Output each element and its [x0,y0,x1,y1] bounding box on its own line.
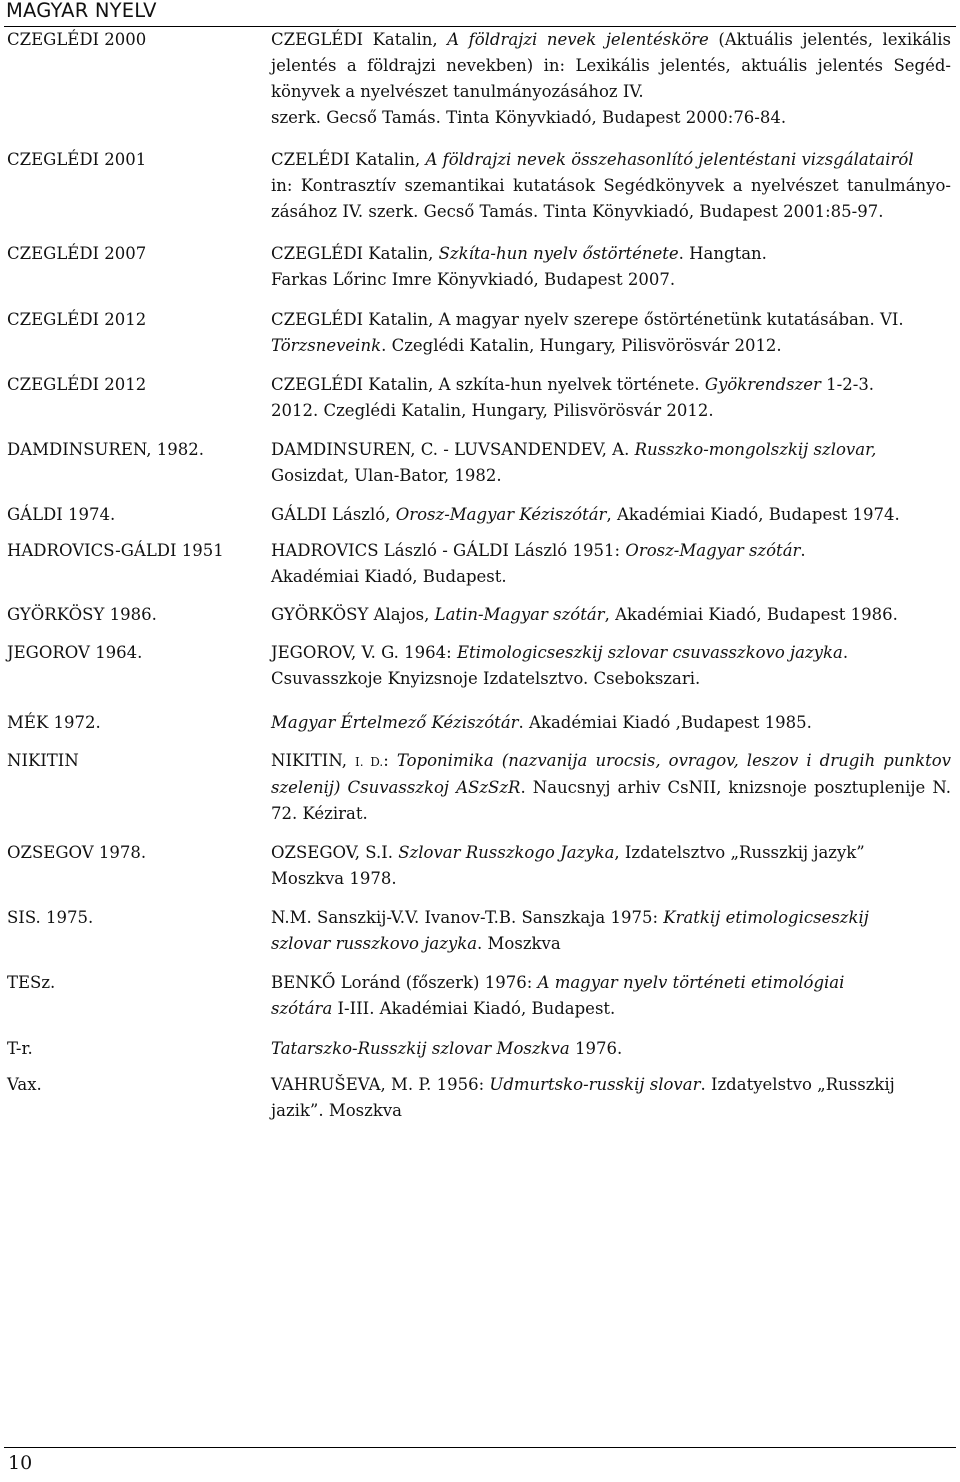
reference-line [271,267,951,293]
entry-reference [271,602,951,628]
text-run: 2012. Czeglédi Katalin, Hungary, Pilisvörösvár 2012. [271,401,714,420]
entry-reference [271,1036,951,1062]
entry-abbreviation: CZEGLÉDI 2001 [7,150,147,169]
reference-line [271,502,951,528]
text-run: . Moszkva [477,934,561,953]
text-run: GÁLDI László, [271,505,396,524]
reference-line [271,996,951,1022]
reference-line [271,437,951,463]
reference-line [271,241,951,267]
reference-line [271,801,951,827]
reference-line [271,307,951,333]
entry-abbreviation: HADROVICS-GÁLDI 1951 [7,541,224,560]
reference-line [271,27,951,53]
reference-line [271,173,951,199]
text-run: . Naucsnyj arhiv CsNII, knizsnoje posztuplenije N. [520,778,951,797]
reference-line [271,970,951,996]
text-run: jazik”. Moszkva [271,1101,402,1120]
text-run: DAMDINSUREN, C. - LUVSANDENDEV, A. [271,440,635,459]
reference-line [271,748,951,775]
entry-reference [271,970,951,1022]
reference-line [271,1072,951,1098]
reference-line [271,1098,951,1124]
entry-reference [271,27,951,131]
italic-title: A földrajzi nevek összehasonlító jelentéstani vizsgálatairól [425,150,914,169]
entry-reference [271,640,951,692]
italic-title: Szlovar Russzkogo Jazyka [398,843,615,862]
entry-reference [271,538,951,590]
entry-reference [271,840,951,892]
page-number: 10 [8,1452,33,1474]
text-run: BENKŐ Loránd (főszerk) 1976: [271,973,538,992]
text-run: NIKITIN, [271,751,356,770]
reference-line [271,538,951,564]
italic-title: Russzko-mongolszkij szlovar, [634,440,877,459]
entry-reference [271,307,951,359]
reference-line [271,931,951,957]
text-run: jelentés a földrajzi nevekben) in: Lexikális jelentés, aktuális jelentés Segéd- [271,56,951,75]
italic-title: szlovar russzkovo jazyka [271,934,478,953]
text-run: I-III. Akadémiai Kiadó, Budapest. [332,999,616,1018]
entry-abbreviation: DAMDINSUREN, 1982. [7,440,205,459]
italic-title: Tatarszko-Russzkij szlovar Moszkva [271,1039,570,1058]
italic-title: Gyökrendszer [704,375,821,394]
text-run: (Aktuális jelentés, lexikális [708,30,951,49]
reference-line [271,905,951,931]
reference-line [271,105,951,131]
text-run: 1-2-3. [820,375,875,394]
text-run: Moszkva 1978. [271,869,397,888]
text-run: . Hangtan. [678,244,767,263]
italic-title: A földrajzi nevek jelentésköre [447,30,709,49]
entry-reference [271,372,951,424]
text-run: in: Kontrasztív szemantikai kutatások Segédkönyvek a nyelvészet tanulmányo- [271,176,951,195]
text-run: 1976. [569,1039,623,1058]
reference-line [271,666,951,692]
entry-reference [271,502,951,528]
reference-line [271,866,951,892]
footer-rule [4,1447,956,1448]
entry-reference [271,748,951,827]
reference-line [271,333,951,359]
reference-line [271,564,951,590]
entry-abbreviation: CZEGLÉDI 2007 [7,244,147,263]
italic-title: szelenij) Csuvasszkoj ASzSzR [271,778,521,797]
entry-abbreviation: CZEGLÉDI 2012 [7,310,147,329]
running-header [4,0,956,27]
text-run: , Izdatelsztvo „Russzkij jazyk” [614,843,865,862]
reference-line [271,53,951,79]
entry-reference [271,710,951,736]
entry-abbreviation: TESz. [7,973,56,992]
reference-line [271,79,951,105]
text-run: CZEGLÉDI Katalin, A szkíta-hun nyelvek története. [271,375,705,394]
text-run: zásához IV. szerk. Gecső Tamás. Tinta Könyvkiadó, Budapest 2001:85-97. [271,202,884,221]
reference-line [271,775,951,801]
italic-title: Orosz-Magyar szótár [625,541,801,560]
reference-line [271,147,951,173]
text-run: CZEGLÉDI Katalin, [271,30,448,49]
italic-title: Udmurtsko-russkij slovar [489,1075,701,1094]
reference-line [271,463,951,489]
text-run: Csuvasszkoje Knyizsnoje Izdatelsztvo. Csebokszari. [271,669,701,688]
text-run: N.M. Sanszkij-V.V. Ivanov-T.B. Sanszkaja 1975: [271,908,664,927]
italic-title: Kratkij etimologicseszkij [663,908,869,927]
entry-abbreviation: MÉK 1972. [7,713,101,732]
entry-abbreviation: NIKITIN [7,751,79,770]
reference-line [271,398,951,424]
text-run: könyvek a nyelvészet tanulmányozásához IV. [271,82,644,101]
entry-reference [271,905,951,957]
italic-title: Törzsneveink [271,336,382,355]
reference-line [271,710,951,736]
text-run: Akadémiai Kiadó, Budapest. [271,567,507,586]
entry-reference [271,147,951,225]
reference-line [271,372,951,398]
reference-line [271,1036,951,1062]
entry-abbreviation: T-r. [7,1039,33,1058]
text-run: CZEGLÉDI Katalin, A magyar nyelv szerepe őstörténetünk kutatásában. VI. [271,310,904,329]
text-run: VAHRUŠEVA, M. P. 1956: [271,1075,490,1094]
text-run: . [842,643,849,662]
italic-title: A magyar nyelv történeti etimológiai [537,973,845,992]
entry-abbreviation: GÁLDI 1974. [7,505,116,524]
text-run: szerk. Gecső Tamás. Tinta Könyvkiadó, Budapest 2000:76-84. [271,108,787,127]
italic-title: Magyar Értelmező Kéziszótár [271,713,519,732]
italic-title: Toponimika (nazvanija urocsis, ovragov, leszov i drugih punktov [396,751,951,770]
text-run: GYÖRKÖSY Alajos, [271,605,435,624]
italic-title: Orosz-Magyar Kéziszótár [395,505,607,524]
header-title: MAGYAR NYELV [6,0,157,22]
entry-abbreviation: OZSEGOV 1978. [7,843,147,862]
text-run: Gosizdat, Ulan-Bator, 1982. [271,466,502,485]
entry-reference [271,241,951,293]
italic-title: Szkíta-hun nyelv őstörténete [438,244,679,263]
italic-title: Latin-Magyar szótár [434,605,605,624]
entry-abbreviation: CZEGLÉDI 2000 [7,30,147,49]
text-run: , Akadémiai Kiadó, Budapest 1974. [606,505,900,524]
italic-title: szótára [271,999,333,1018]
entry-reference [271,1072,951,1124]
italic-title: Etimologicseszkij szlovar csuvasszkovo jazyka [456,643,843,662]
text-run: . Akadémiai Kiadó ,Budapest 1985. [518,713,812,732]
reference-line [271,840,951,866]
text-run: 72. Kézirat. [271,804,368,823]
entry-abbreviation: JEGOROV 1964. [7,643,143,662]
text-run: HADROVICS László - GÁLDI László 1951: [271,541,626,560]
entry-abbreviation: SIS. 1975. [7,908,94,927]
text-run: , Akadémiai Kiadó, Budapest 1986. [604,605,898,624]
text-run: JEGOROV, V. G. 1964: [271,643,457,662]
text-run: . Izdatyelstvo „Russzkij [700,1075,895,1094]
reference-line [271,640,951,666]
small-caps-initials: I. D. [355,755,384,769]
entry-abbreviation: Vax. [7,1075,42,1094]
reference-line [271,602,951,628]
text-run: : [383,751,397,770]
text-run: Farkas Lőrinc Imre Könyvkiadó, Budapest 2007. [271,270,676,289]
reference-line [271,199,951,225]
entry-reference [271,437,951,489]
entry-abbreviation: GYÖRKÖSY 1986. [7,605,157,624]
text-run: . [800,541,806,560]
text-run: CZEGLÉDI Katalin, [271,244,439,263]
entry-abbreviation: CZEGLÉDI 2012 [7,375,147,394]
text-run: OZSEGOV, S.I. [271,843,399,862]
text-run: . Czeglédi Katalin, Hungary, Pilisvörösvár 2012. [381,336,782,355]
text-run: CZELÉDI Katalin, [271,150,426,169]
